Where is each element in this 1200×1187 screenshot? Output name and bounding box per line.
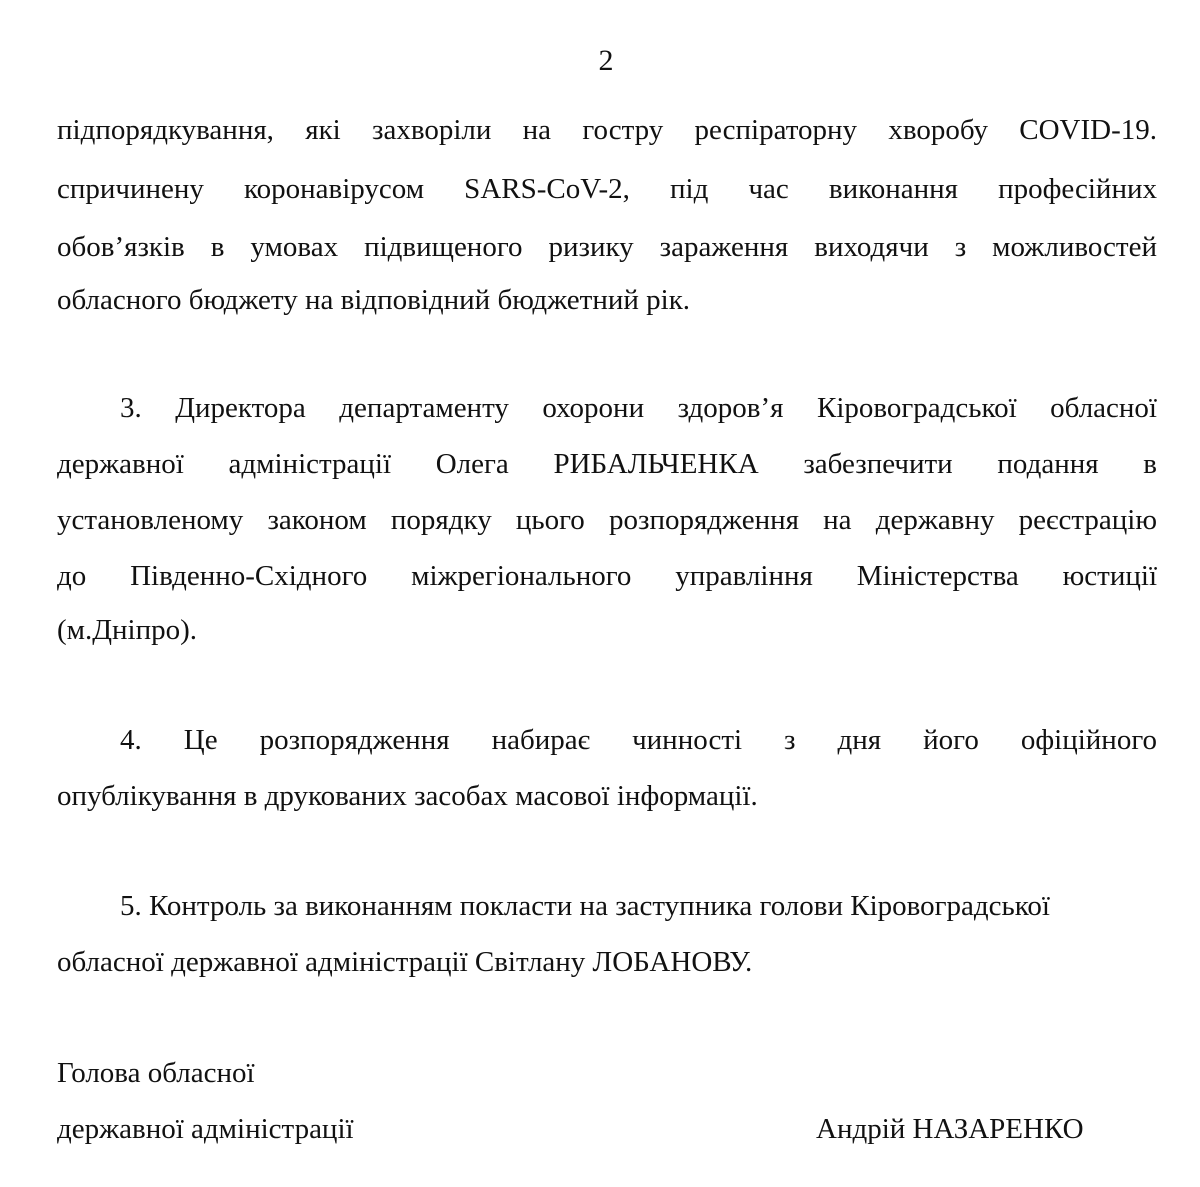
text-line: 3. Директора департаменту охорони здоров’я Кіровоградської обласної: [120, 392, 1157, 424]
text-line: 4. Це розпорядження набирає чинності з дня його офіційного: [120, 724, 1157, 756]
text-line: опублікування в друкованих засобах масової інформації.: [57, 780, 758, 812]
text-line: 5. Контроль за виконанням покласти на заступника голови Кіровоградської: [120, 890, 1050, 922]
text-line: (м.Дніпро).: [57, 614, 198, 646]
text-line: обласної державної адміністрації Світлану ЛОБАНОВУ.: [57, 946, 753, 978]
text-line: підпорядкування, які захворіли на гостру респіраторну хворобу COVID-19.: [57, 114, 1157, 146]
text-line: установленому законом порядку цього розпорядження на державну реєстрацію: [57, 504, 1157, 536]
signatory-title-line-1: Голова обласної: [57, 1057, 255, 1089]
text-line: до Південно-Східного міжрегіонального управління Міністерства юстиції: [57, 560, 1157, 592]
signatory-name: Андрій НАЗАРЕНКО: [816, 1113, 1084, 1145]
signatory-title-line-2: державної адміністрації: [57, 1113, 354, 1145]
text-line: державної адміністрації Олега РИБАЛЬЧЕНКА забезпечити подання в: [57, 448, 1157, 480]
page-number: 2: [598, 44, 614, 77]
text-line: обов’язків в умовах підвищеного ризику зараження виходячи з можливостей: [57, 231, 1157, 263]
text-line: обласного бюджету на відповідний бюджетний рік.: [57, 284, 691, 316]
text-line: спричинену коронавірусом SARS-CoV-2, під час виконання професійних: [57, 173, 1157, 205]
